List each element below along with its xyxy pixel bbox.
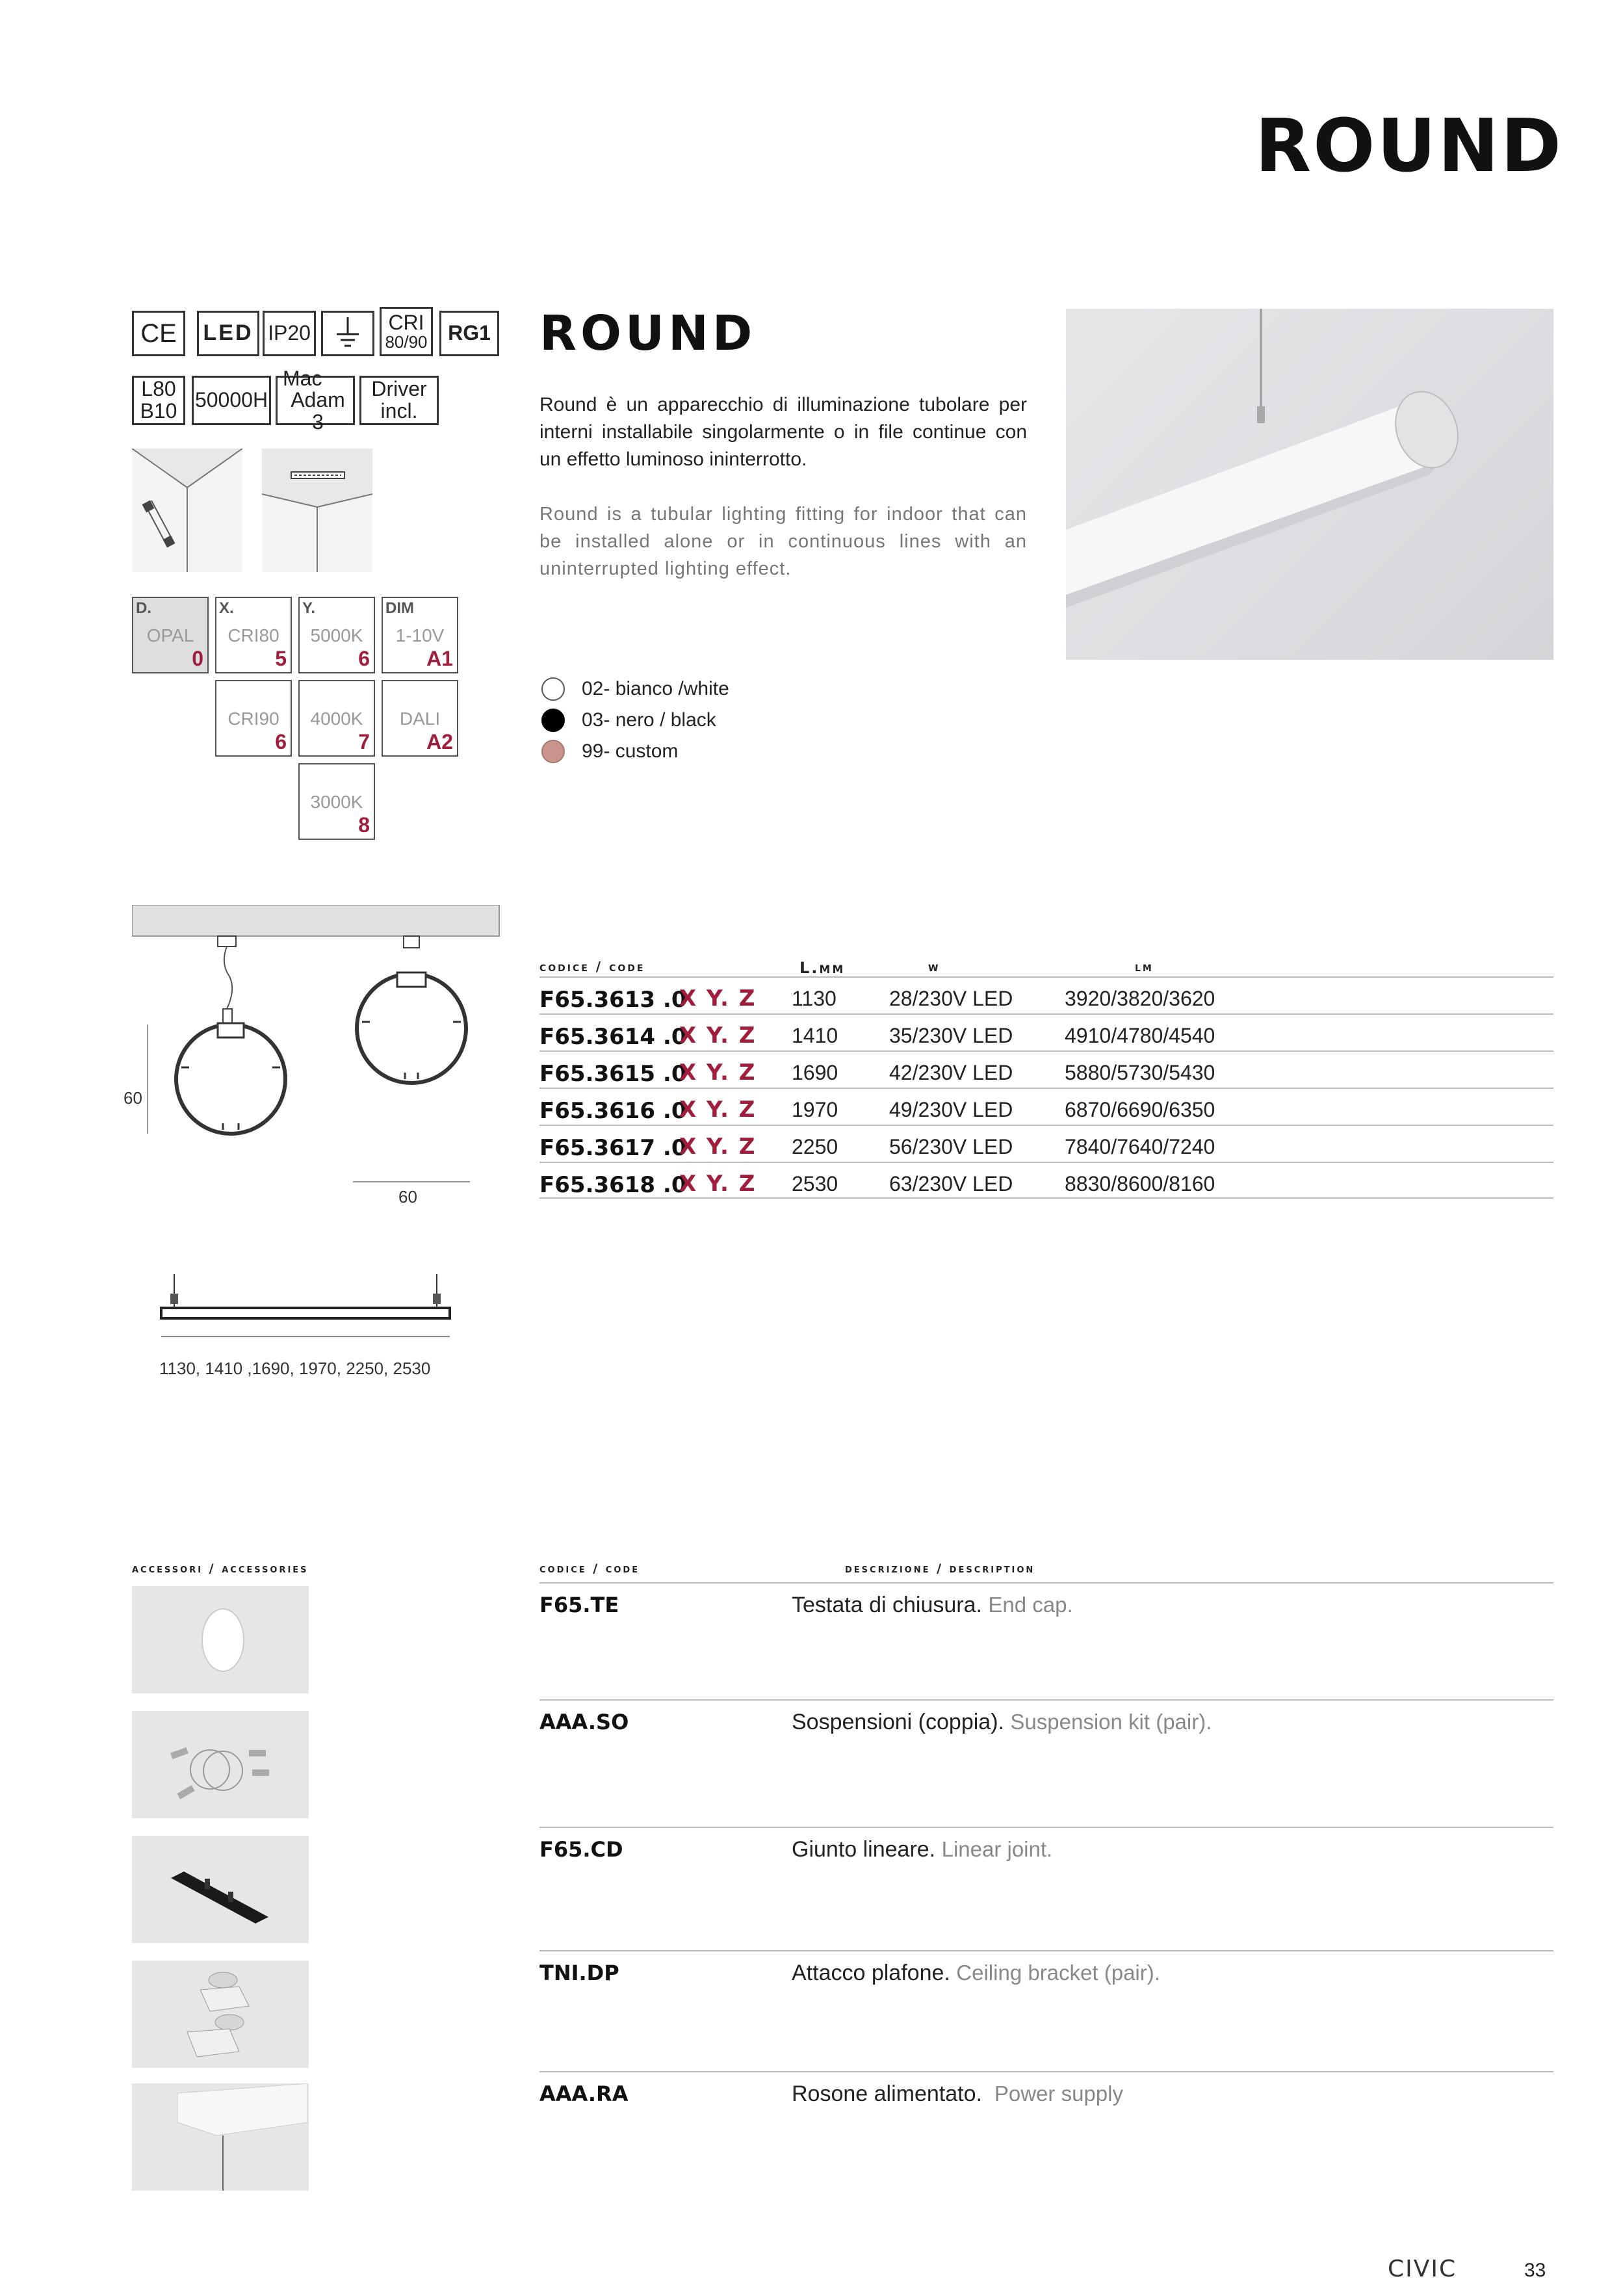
side-view-drawing	[156, 1274, 455, 1352]
description-english: Round is a tubular lighting fitting for indoor that can be installed alone or in continuous lines with an uninterrupted lighting effect.	[539, 504, 1027, 579]
accessories-header: accessori / accessories	[132, 1561, 309, 1576]
cross-section-drawing	[132, 905, 502, 1191]
power-supply-image	[132, 2083, 309, 2191]
table-row: F65.3613 .0 X Y. Z 1130 28/230V LED 3920/3820/3620	[539, 976, 1553, 1013]
list-item: AAA.SO Sospensioni (coppia). Suspension kit (pair).	[539, 1699, 1553, 1816]
table-header-w: w	[928, 959, 941, 974]
custom-swatch-icon	[541, 740, 565, 763]
page-title: ROUND	[1254, 104, 1563, 189]
white-swatch-icon	[541, 677, 565, 701]
description-italian: Round è un apparecchio di illuminazione tubolare per interni installabile singolarmente o in file continue con un effetto luminoso ininterrotto.	[539, 394, 1027, 470]
product-photo	[1066, 309, 1553, 660]
color-option-black: 03- nero / black	[541, 709, 716, 732]
table-row: F65.3618 .0 X Y. Z 2530 63/230V LED 8830/8600/8160	[539, 1162, 1553, 1199]
wall-mount-icon	[262, 449, 372, 572]
ground-icon	[321, 311, 374, 356]
color-option-custom: 99- custom	[541, 740, 678, 763]
linear-joint-image	[132, 1836, 309, 1943]
black-swatch-icon	[541, 709, 565, 732]
ceiling-bracket-image	[132, 1961, 309, 2068]
table-row: F65.3616 .0 X Y. Z 1970 49/230V LED 6870/6690/6350	[539, 1088, 1553, 1125]
end-cap-image	[132, 1586, 309, 1693]
table-header-length: L.mm	[799, 959, 846, 977]
table-row: F65.3617 .0 X Y. Z 2250 56/230V LED 7840/7640/7240	[539, 1125, 1553, 1162]
list-item: TNI.DP Attacco plafone. Ceiling bracket (pair).	[539, 1950, 1553, 2067]
color-option-white: 02- bianco /white	[541, 677, 729, 701]
rg1-badge: RG1	[439, 311, 499, 356]
option-y-5000k: Y. 5000K 6	[298, 597, 375, 673]
list-item: F65.CD Giunto lineare. Linear joint.	[539, 1827, 1553, 1944]
macadam-badge: Mac Adam 3	[276, 376, 355, 425]
list-item: AAA.RA Rosone alimentato. Power supply	[539, 2071, 1553, 2188]
list-item: F65.TE Testata di chiusura. End cap.	[539, 1582, 1553, 1694]
option-dim-dali: DALI A2	[382, 680, 458, 757]
suspension-kit-image	[132, 1711, 309, 1818]
table-header-lm: lm	[1135, 959, 1154, 974]
table-header-code: codice / code	[539, 959, 645, 974]
cri-badge: CRI 80/90	[380, 307, 433, 356]
led-badge: LED	[197, 311, 259, 356]
table-row: F65.3614 .0 X Y. Z 1410 35/230V LED 4910/4780/4540	[539, 1013, 1553, 1050]
accessories-code-header: codice / code	[539, 1561, 640, 1576]
accessories-description-header: descrizione / description	[845, 1561, 1035, 1576]
dimension-width: 60	[398, 1187, 417, 1207]
page-number: 33	[1524, 2260, 1546, 2281]
hours-badge: 50000H	[192, 376, 271, 425]
dimension-height: 60	[123, 1088, 142, 1108]
suspension-mount-icon	[132, 449, 242, 572]
ce-mark-icon: CE	[132, 311, 185, 356]
option-dim-1-10v: DIM 1-10V A1	[382, 597, 458, 673]
option-d-opal: D. OPAL 0	[132, 597, 209, 673]
product-title: ROUND	[539, 306, 757, 361]
option-y-4000k: 4000K 7	[298, 680, 375, 757]
dimension-lengths: 1130, 1410 ,1690, 1970, 2250, 2530	[159, 1359, 431, 1378]
ip-rating-badge: IP20	[263, 311, 316, 356]
option-x-cri90: CRI90 6	[215, 680, 292, 757]
brand-logo: CIVIC	[1388, 2256, 1457, 2282]
l80-b10-badge: L80 B10	[132, 376, 185, 425]
table-row: F65.3615 .0 X Y. Z 1690 42/230V LED 5880/5730/5430	[539, 1050, 1553, 1088]
option-y-3000k: 3000K 8	[298, 763, 375, 840]
driver-badge: Driver incl.	[359, 376, 439, 425]
option-x-cri80: X. CRI80 5	[215, 597, 292, 673]
